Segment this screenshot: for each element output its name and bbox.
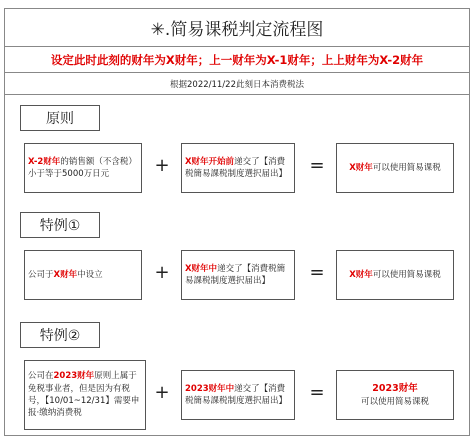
section-label-exception-1: 特例①	[20, 212, 100, 238]
principle-condition-box	[24, 143, 142, 193]
principle-action-text: X财年开始前递交了【消費税簡易課税制度選択届出】	[185, 156, 288, 179]
plus-operator: +	[154, 155, 170, 176]
exception1-condition-text: 公司于X财年中设立	[28, 269, 103, 280]
exception2-action-text: 2023财年中递交了【消費税簡易課税制度選択届出】	[185, 383, 288, 406]
principle-result-text: X财年可以使用简易课税	[349, 162, 441, 173]
exception2-result-year: 2023财年	[372, 382, 418, 394]
plus-operator: +	[154, 382, 170, 403]
exception1-result-text: X财年可以使用简易课税	[349, 269, 441, 280]
fiscal-year-definitions: 设定此时此刻的财年为X财年；上一财年为X-1财年；上上财年为X-2财年	[5, 47, 469, 73]
exception2-condition-text: 公司在2023财年原则上属于免税事业者，但是因为有税号，【10/01~12/31】需要申报·缴纳消费税	[28, 371, 140, 419]
exception2-result-text: 可以使用简易课税	[360, 396, 429, 407]
principle-condition-text: X-2财年的销售额（不含税）小于等于5000万日元	[28, 156, 137, 179]
exception1-action-text: X财年中递交了【消費税簡易課税制度選択届出】	[185, 263, 286, 286]
section-label-principle: 原则	[20, 105, 100, 131]
section-label-exception-2: 特例②	[20, 322, 100, 348]
principle-result-box	[336, 143, 454, 193]
exception1-condition-box	[24, 250, 142, 300]
equals-operator: =	[309, 262, 325, 283]
exception1-result-box	[336, 250, 454, 300]
legal-basis: 根据2022/11/22此刻日本消费税法	[5, 73, 469, 95]
exception2-condition-box	[24, 360, 146, 430]
exception1-action-box	[181, 250, 295, 300]
exception2-result-box	[336, 370, 454, 420]
equals-operator: =	[309, 382, 325, 403]
principle-action-box	[181, 143, 295, 193]
equals-operator: =	[309, 155, 325, 176]
page-title: ✳︎.简易课税判定流程图	[5, 9, 469, 47]
exception2-action-box	[181, 370, 295, 420]
plus-operator: +	[154, 262, 170, 283]
